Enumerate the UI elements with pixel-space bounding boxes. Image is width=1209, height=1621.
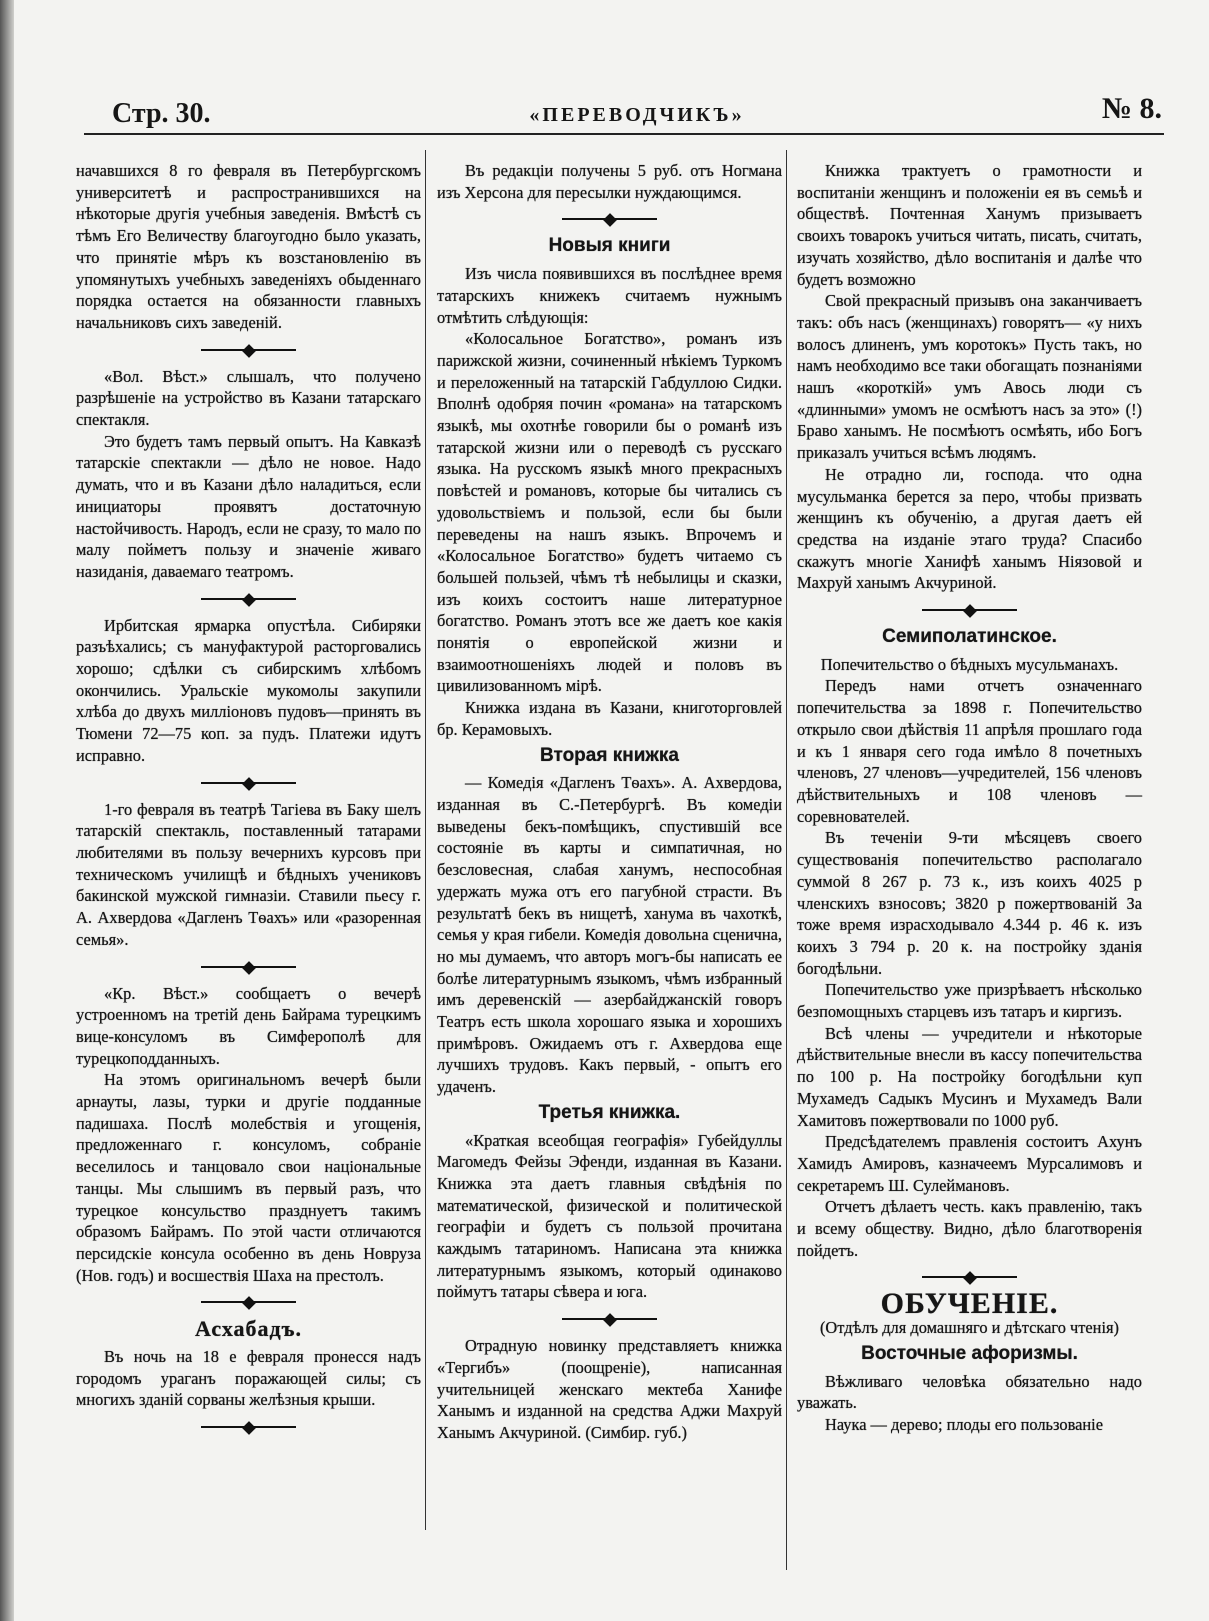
article-paragraph: Это будетъ тамъ первый опытъ. На Кавказѣ татарскіе спектакли — дѣло не новое. Надо думать, что и въ Казани дѣло наладиться, если инициаторы проявятъ достаточную настойчивость. Народъ, если не сразу, то мало по малу пойметъ пользу и значеніе живаго назиданія, даваемаго театромъ. bbox=[76, 431, 421, 581]
article-paragraph: На этомъ оригинальномъ вечерѣ были арнауты, лазы, турки и другіе подданные падишаха. Послѣ молебствія и угощенія, предложеннаго г. консуломъ, собраніе веселилось и танцовало свои національные танцы. Мы слышимъ въ первый разъ, что турецкое консульство празднуетъ такимъ образомъ Байрамъ. По этой части отличаются персидскіе консула особенно въ день Новруза (Нов. годъ) и восшествія Шаха на престолъ. bbox=[76, 1070, 421, 1285]
article-paragraph: Вѣжливаго человѣка обязательно надо уважать. bbox=[797, 1371, 1142, 1413]
section-separator bbox=[76, 1419, 421, 1433]
section-separator bbox=[797, 1269, 1142, 1283]
section-separator bbox=[76, 959, 421, 973]
column-divider bbox=[425, 150, 426, 1530]
article-paragraph: «Краткая всеобщая географія» Губейдуллы Магомедъ Фейзы Эфенди, изданная въ Казани. Книжка эта даетъ главныя свѣдѣнія по математической, физической и политической географіи и будетъ съ пользой прочитана каждымъ татариномъ. Написана эта книжка литературнымъ языкомъ, который одинаково поймутъ татары сѣвера и юга. bbox=[437, 1130, 782, 1302]
article-paragraph: 1-го февраля въ театрѣ Тагіева въ Баку шелъ татарскій спектакль, поставленный татарами любителями въ пользу вечернихъ курсовъ при техническомъ училищѣ и бѣдныхъ учениковъ бакинской мужской гимназіи. Ставили пьесу г. А. Ахвердова «Дагленъ Тѳахъ» или «разоренная семья». bbox=[76, 799, 421, 949]
article-paragraph: Книжка трактуетъ о грамотности и воспитаніи женщинъ и положеніи ея въ семьѣ и обществѣ. Почтенная Ханумъ призываетъ своихъ товарокъ учиться читать, писать, считать, изучать хозяйство, дѣло воспитанія и далѣе что будетъ возможно bbox=[797, 161, 1142, 289]
section-separator bbox=[76, 1294, 421, 1308]
article-paragraph: Предсѣдателемъ правленія состоитъ Ахунъ Хамидъ Амировъ, казначеемъ Мурсалимовъ и секретаремъ Ш. Сулеймановъ. bbox=[797, 1132, 1142, 1195]
article-paragraph: Свой прекрасный призывъ она заканчиваетъ такъ: объ насъ (женщинахъ) говорятъ— «у нихъ волосъ длиненъ, умъ коротокъ» Пусть такъ, но намъ необходимо все таки обогащать познаніями нашъ «короткій» умъ Авось люди съ «длинными» умомъ не осмѣютъ насъ за это» (!) Браво ханымъ. Не посмѣютъ осмѣять, ибо Богъ приказалъ учиться всѣмъ людямъ. bbox=[797, 291, 1142, 463]
column-middle bbox=[437, 160, 782, 1444]
article-paragraph: Ирбитская ярмарка опустѣла. Сибиряки разъѣхались; съ мануфактурой расторговались хорошо; сдѣлки съ сибирскимъ хлѣбомъ окончились. Уральскіе мукомолы закупили хлѣба до двухъ милліоновъ пудовъ—принять въ Тюмени 72—75 коп. за пудъ. Платежи идутъ исправно. bbox=[76, 615, 421, 765]
article-paragraph: Въ ночь на 18 е февраля пронесся надъ городомъ ураганъ поражающей силы; съ многихъ зданій сорваны желѣзныя крыши. bbox=[76, 1347, 421, 1410]
section-separator bbox=[76, 342, 421, 356]
section-separator bbox=[76, 775, 421, 789]
diamond-ornament-icon bbox=[242, 1296, 256, 1310]
diamond-ornament-icon bbox=[242, 777, 256, 791]
article-paragraph: начавшихся 8 го февраля въ Петербургскомъ университетѣ и распространившихся на нѣкоторые другія учебныя заведенія. Вмѣстѣ съ тѣмъ Его Величеству благоугодно было указать, что принятіе мѣръ къ возстановленію въ упомянутыхъ учебныхъ заведеніяхъ обыденнаго порядка остается на обязанности главныхъ начальниковъ сихъ заведеній. bbox=[76, 161, 421, 332]
section-heading: Новыя книги bbox=[548, 235, 671, 257]
article-paragraph: «Колосальное Богатство», романъ изъ парижской жизни, сочиненный нѣкіемъ Туркомъ и переложенный на татарскій Габдуллою Сидки. Вполнѣ одобряя почин «романа» на татарскомъ языкѣ, мы охотнѣе говорили бы о романѣ изъ татарской жизни или о переводѣ съ русскаго языка. На русскомъ языкѣ много прекрасныхъ повѣстей и романовъ, которые бы читались съ удовольствіемъ и пользой, если бы были переведены на нашъ языкъ. Впрочемъ и «Колосальное Богатство» будетъ читаемо съ большей пользей, чѣмъ тѣ небылицы и сказки, изъ коихъ состоитъ наше литературное богатство. Романъ этотъ все же даетъ кое какія понятія о европейской жизни и взаимоотношеніяхъ людей и половъ въ цивилизованномъ мірѣ. bbox=[437, 329, 782, 696]
article-paragraph: Передъ нами отчетъ означеннаго попечительства за 1898 г. Попечительство открыло свои дѣйствія 11 апрѣля прошлаго года и къ 1 января сего года имѣло 8 почетныхъ членовъ, 27 членовъ—учредителей, 156 членовъ дѣйствительныхъ и 108 членовъ — соревнователей. bbox=[797, 676, 1142, 826]
section-title: ОБУЧЕНІЕ. bbox=[880, 1287, 1059, 1321]
diamond-ornament-icon bbox=[603, 1313, 617, 1327]
diamond-ornament-icon bbox=[242, 593, 256, 607]
article-paragraph: Книжка издана въ Казани, книготорговлей бр. Керамовыхъ. bbox=[437, 698, 782, 739]
article-paragraph: Изъ числа появившихся въ послѣднее время татарскихъ книжекъ считаемъ нужнымъ отмѣтить слѣдующія: bbox=[437, 264, 782, 327]
section-separator bbox=[797, 602, 1142, 616]
scan-edge bbox=[0, 0, 14, 1621]
section-heading: Третья книжка. bbox=[538, 1101, 681, 1123]
article-paragraph: — Комедія «Дагленъ Тѳахъ». А. Ахвердова, изданная въ С.-Петербургѣ. Въ комедіи выведены бекъ-помѣщикъ, спустившій все состояніе въ карты и симпатичная, но безсловесная, слабая ханумъ, неспособная удержать мужа отъ его пагубной страсти. Въ результатѣ бекъ въ нищетѣ, ханума въ чахоткѣ, семья у края гибели. Комедія довольна сценична, но мы думаемъ, что авторъ могъ-бы написать ее болѣе литературнымъ языкомъ, чѣмъ избранный имъ деревенскій — азербайджанскій говоръ Театръ есть школа хорошаго языка и хорошихъ примѣровъ. Ожидаемъ отъ г. Ахвердова еще лучшихъ трудовъ. Какъ первый, - опытъ его удаченъ. bbox=[437, 773, 782, 1097]
diamond-ornament-icon bbox=[963, 604, 977, 618]
section-heading: Вторая книжка bbox=[540, 744, 679, 766]
column-right bbox=[797, 160, 1142, 1436]
section-subtitle: (Отдѣлъ для домашняго и дѣтскаго чтенія) bbox=[819, 1318, 1120, 1338]
diamond-ornament-icon bbox=[963, 1272, 977, 1286]
section-heading: Асхабадъ. bbox=[195, 1316, 302, 1342]
diamond-ornament-icon bbox=[242, 344, 256, 358]
article-paragraph: Отчетъ дѣлаетъ честь. какъ правленію, такъ и всему обществу. Видно, дѣло благотворенія пойдетъ. bbox=[797, 1197, 1142, 1260]
section-separator bbox=[76, 591, 421, 605]
page-header bbox=[112, 92, 1162, 132]
article-paragraph: Всѣ члены — учредители и нѣкоторые дѣйствительные внесли въ кассу попечительства по 100 р. На постройку богодѣльни куп Мухамедъ Садыкъ Мусинъ и Мухамедъ Вали Хамитовъ пожертвовали по 1000 руб. bbox=[797, 1023, 1142, 1130]
article-paragraph: Въ редакціи получены 5 руб. отъ Ногмана изъ Херсона для пересылки нуждающимся. bbox=[437, 161, 782, 202]
article-paragraph: Попечительство о бѣдныхъ мусульманахъ. bbox=[820, 654, 1119, 674]
article-paragraph: Не отрадно ли, господа. что одна мусульманка берется за перо, чтобы призвать женщинъ къ обученію, а другая даетъ ей средства на изданіе этаго труда? Спасибо скажутъ многіе Ханифѣ ханымъ Ніязовой и Махруй ханымъ Акчуриной. bbox=[797, 464, 1142, 593]
header-rule bbox=[84, 133, 1164, 135]
diamond-ornament-icon bbox=[242, 1421, 256, 1435]
article-paragraph: Отрадную новинку представляетъ книжка «Тергибъ» (поощреніе), написанная учительницей женскаго мектеба Ханифе Ханымъ и изданной на средства Аджи Махруй Ханымъ Акчуриной. (Симбир. губ.) bbox=[437, 1336, 782, 1442]
diamond-ornament-icon bbox=[242, 961, 256, 975]
column-divider bbox=[786, 150, 787, 1570]
section-separator bbox=[437, 211, 782, 225]
section-separator bbox=[437, 1311, 782, 1325]
article-paragraph: «Вол. Вѣст.» слышалъ, что получено разрѣшеніе на устройство въ Казани татарскаго спектакля. bbox=[76, 366, 421, 430]
section-heading: Семиполатинское. bbox=[882, 626, 1057, 648]
article-paragraph: Попечительство уже призрѣваетъ нѣсколько безпомощныхъ старцевъ изъ татаръ и киргизъ. bbox=[797, 980, 1142, 1022]
column-left bbox=[76, 160, 421, 1443]
issue-number: № 8. bbox=[1101, 92, 1162, 125]
article-paragraph: Въ теченіи 9-ти мѣсяцевъ своего существованія попечительство располагало суммой 8 267 р. 73 к., изъ коихъ 4025 р членскихъ взносовъ; 3820 р пожертвованій За тоже время израсходывало 4.344 р. 46 к. изъ коихъ 3 794 р. 20 к. на постройку зданія богодѣльни. bbox=[797, 828, 1142, 978]
page-number: Стр. 30. bbox=[112, 98, 211, 129]
newspaper-title: «ПЕРЕВОДЧИКЪ» bbox=[529, 104, 745, 126]
diamond-ornament-icon bbox=[603, 213, 617, 227]
article-paragraph: Наука — дерево; плоды его пользованіе bbox=[825, 1414, 1103, 1434]
article-paragraph: «Кр. Вѣст.» сообщаетъ о вечерѣ устроенномъ на третій день Байрама турецкимъ вице-консуломъ въ Симферополѣ для турецкоподданныхъ. bbox=[76, 983, 421, 1068]
section-heading: Восточные афоризмы. bbox=[861, 1342, 1078, 1364]
